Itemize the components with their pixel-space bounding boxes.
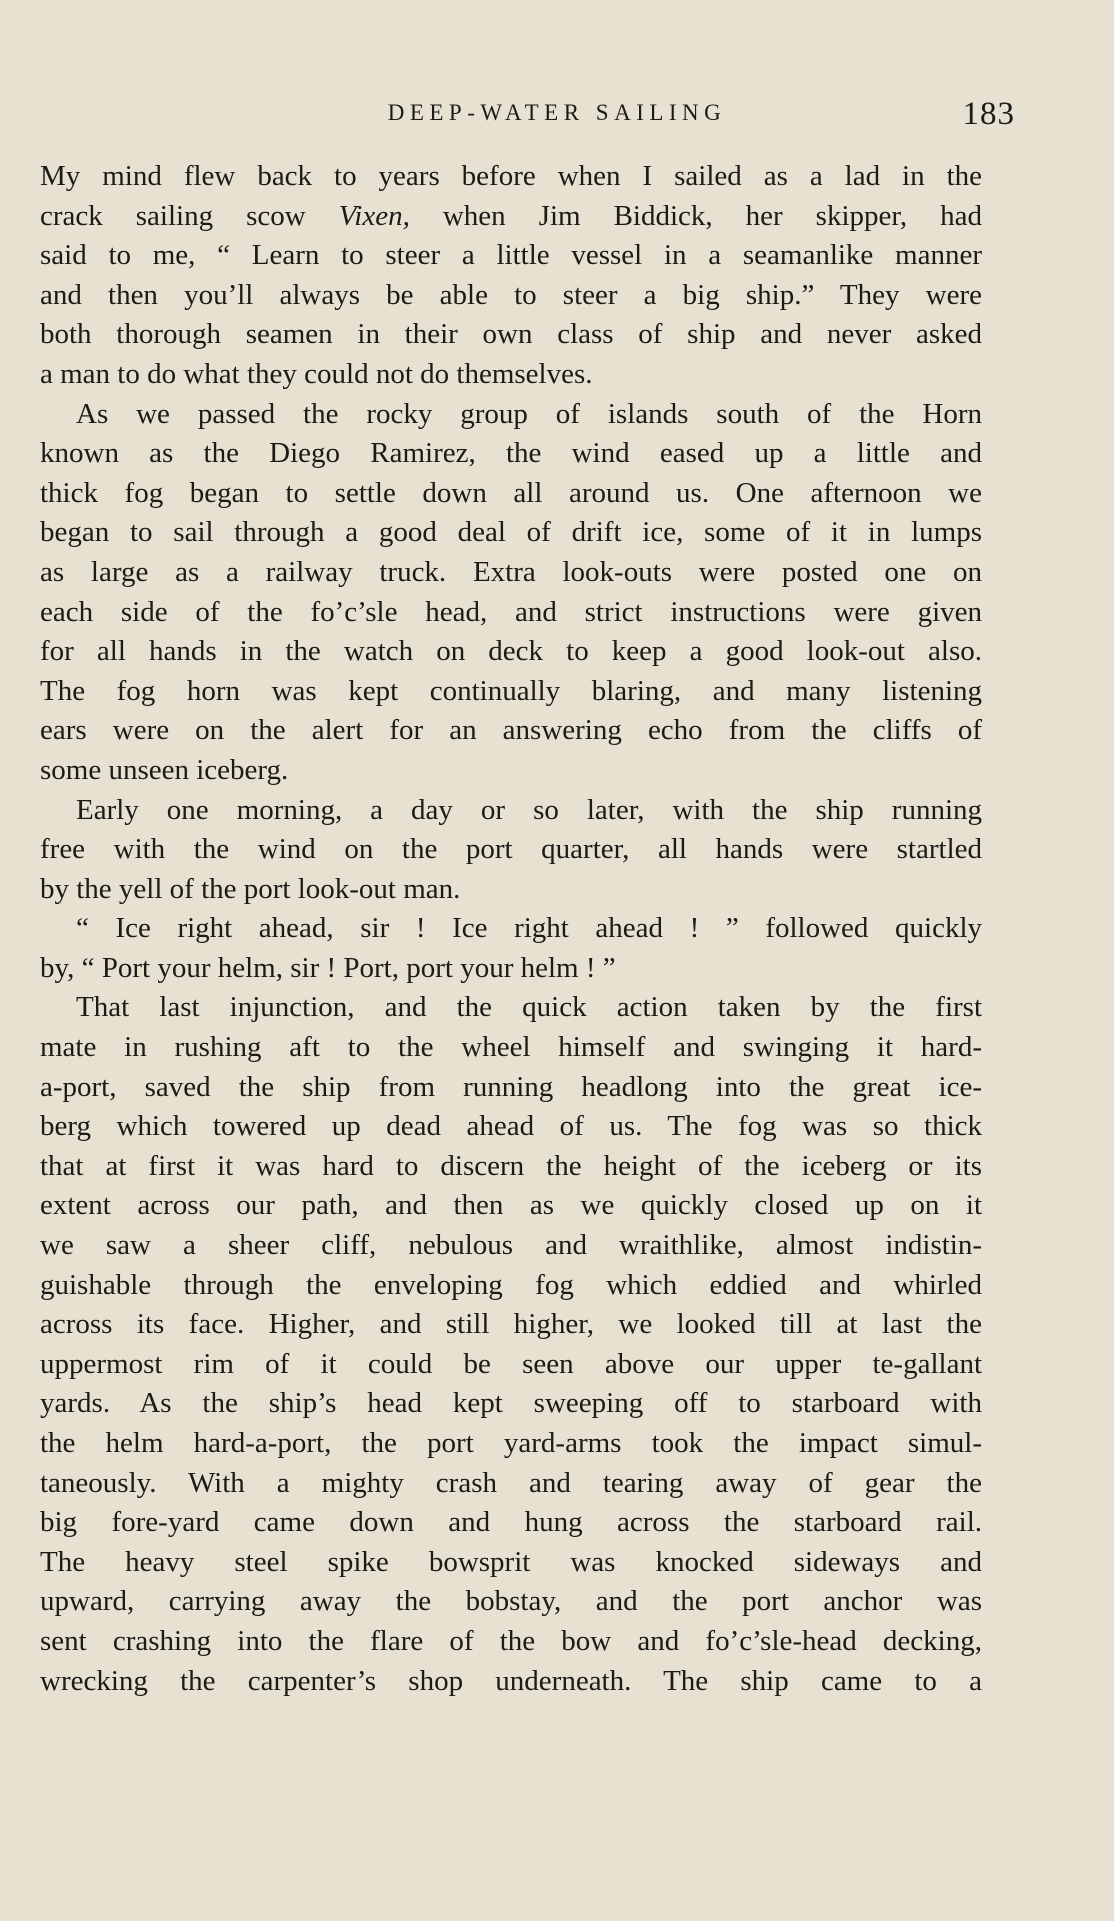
text-line-segment: mate in rushing aft to the wheel himself and swinging it hard- bbox=[40, 1031, 982, 1064]
text-line bbox=[40, 1503, 982, 1543]
text-line bbox=[40, 276, 982, 316]
text-line bbox=[40, 553, 982, 593]
text-line bbox=[40, 315, 982, 355]
page-number: 183 bbox=[962, 96, 1015, 132]
text-line bbox=[40, 1028, 982, 1068]
text-line-segment: yards. As the ship’s head kept sweeping off to starboard with bbox=[40, 1387, 982, 1420]
text-line bbox=[40, 1662, 982, 1702]
text-line-segment: as large as a railway truck. Extra look-outs were posted one on bbox=[40, 555, 982, 588]
text-line-segment: by, “ Port your helm, sir ! Port, port your helm ! ” bbox=[40, 951, 616, 984]
text-line bbox=[40, 355, 982, 395]
text-line bbox=[40, 672, 982, 712]
text-line-segment: berg which towered up dead ahead of us. The fog was so thick bbox=[40, 1110, 982, 1143]
text-line-segment: that at first it was hard to discern the height of the iceberg or its bbox=[40, 1149, 982, 1182]
text-line-segment: ears were on the alert for an answering echo from the cliffs of bbox=[40, 714, 982, 747]
text-line-segment: began to sail through a good deal of drift ice, some of it in lumps bbox=[40, 516, 982, 549]
text-line-segment: The heavy steel spike bowsprit was knocked sideways and bbox=[40, 1545, 982, 1578]
text-line-segment: by the yell of the port look-out man. bbox=[40, 872, 461, 905]
text-line bbox=[40, 1266, 982, 1306]
italic-ship-name: Vixen, bbox=[338, 199, 410, 232]
text-line-segment: free with the wind on the port quarter, all hands were startled bbox=[40, 833, 982, 866]
text-line bbox=[40, 751, 982, 791]
text-line-segment: extent across our path, and then as we quickly closed up on it bbox=[40, 1189, 982, 1222]
text-line-segment: “ Ice right ahead, sir ! Ice right ahead ! ” followed quickly bbox=[76, 912, 982, 945]
text-line bbox=[40, 1107, 982, 1147]
text-line bbox=[40, 1464, 982, 1504]
text-line bbox=[40, 830, 982, 870]
text-line bbox=[40, 949, 982, 989]
text-line bbox=[40, 1384, 982, 1424]
text-line bbox=[40, 1068, 982, 1108]
text-line-segment: crack sailing scow bbox=[40, 199, 339, 232]
text-line bbox=[40, 632, 982, 672]
text-line bbox=[40, 434, 982, 474]
text-line bbox=[40, 197, 982, 237]
text-line bbox=[40, 593, 982, 633]
text-line-segment: each side of the fo’c’sle head, and strict instructions were given bbox=[40, 595, 982, 628]
text-line-segment: a-port, saved the ship from running headlong into the great ice- bbox=[40, 1070, 982, 1103]
text-line bbox=[40, 236, 982, 276]
text-line bbox=[40, 1186, 982, 1226]
body-text bbox=[40, 157, 982, 1701]
text-line-segment: sent crashing into the flare of the bow and fo’c’sle-head decking, bbox=[40, 1624, 982, 1657]
text-line-segment: thick fog began to settle down all around us. One afternoon we bbox=[40, 476, 982, 509]
text-line-segment: upward, carrying away the bobstay, and the port anchor was bbox=[40, 1585, 982, 1618]
running-title: DEEP-WATER SAILING bbox=[387, 100, 727, 125]
text-line-segment: across its face. Higher, and still higher, we looked till at last the bbox=[40, 1308, 982, 1341]
text-line-segment: wrecking the carpenter’s shop underneath. The ship came to a bbox=[40, 1664, 982, 1697]
text-line-segment: known as the Diego Ramirez, the wind eased up a little and bbox=[40, 437, 982, 470]
text-line-segment: Early one morning, a day or so later, with the ship running bbox=[76, 793, 982, 826]
text-line-segment: guishable through the enveloping fog which eddied and whirled bbox=[40, 1268, 982, 1301]
text-line bbox=[40, 157, 982, 197]
text-line bbox=[40, 1345, 982, 1385]
text-line bbox=[40, 395, 982, 435]
text-line-segment: My mind flew back to years before when I sailed as a lad in the bbox=[40, 160, 982, 192]
text-line-segment: That last injunction, and the quick action taken by the first bbox=[76, 991, 982, 1024]
text-line bbox=[40, 1226, 982, 1266]
text-line bbox=[40, 870, 982, 910]
text-line-segment: and then you’ll always be able to steer a big ship.” They were bbox=[40, 278, 982, 311]
text-line bbox=[40, 1543, 982, 1583]
text-line bbox=[40, 791, 982, 831]
text-line-segment: said to me, “ Learn to steer a little vessel in a seamanlike manner bbox=[40, 239, 982, 272]
text-line-segment: both thorough seamen in their own class of ship and never asked bbox=[40, 318, 982, 351]
text-line bbox=[40, 474, 982, 514]
text-line bbox=[40, 988, 982, 1028]
text-line bbox=[40, 1147, 982, 1187]
text-line-segment: taneously. With a mighty crash and tearing away of gear the bbox=[40, 1466, 982, 1499]
text-line-segment: As we passed the rocky group of islands south of the Horn bbox=[76, 397, 982, 430]
text-line bbox=[40, 1622, 982, 1662]
text-line-segment: uppermost rim of it could be seen above our upper te-gallant bbox=[40, 1347, 982, 1380]
text-line-segment: The fog horn was kept continually blaring, and many listening bbox=[40, 674, 982, 707]
text-line bbox=[40, 1582, 982, 1622]
running-head bbox=[40, 96, 1015, 136]
text-line bbox=[40, 1305, 982, 1345]
text-line-segment: big fore-yard came down and hung across the starboard rail. bbox=[40, 1506, 982, 1539]
text-line-segment: we saw a sheer cliff, nebulous and wraithlike, almost indistin- bbox=[40, 1229, 982, 1262]
text-line-segment: when Jim Biddick, her skipper, had bbox=[409, 199, 983, 232]
text-line-segment: the helm hard-a-port, the port yard-arms took the impact simul- bbox=[40, 1427, 982, 1459]
text-line-segment: a man to do what they could not do themselves. bbox=[40, 357, 593, 390]
text-line-segment: for all hands in the watch on deck to keep a good look-out also. bbox=[40, 635, 982, 668]
text-line bbox=[40, 513, 982, 553]
text-line bbox=[40, 1424, 982, 1464]
text-line-segment: some unseen iceberg. bbox=[40, 753, 289, 786]
text-line bbox=[40, 711, 982, 751]
text-line bbox=[40, 909, 982, 949]
